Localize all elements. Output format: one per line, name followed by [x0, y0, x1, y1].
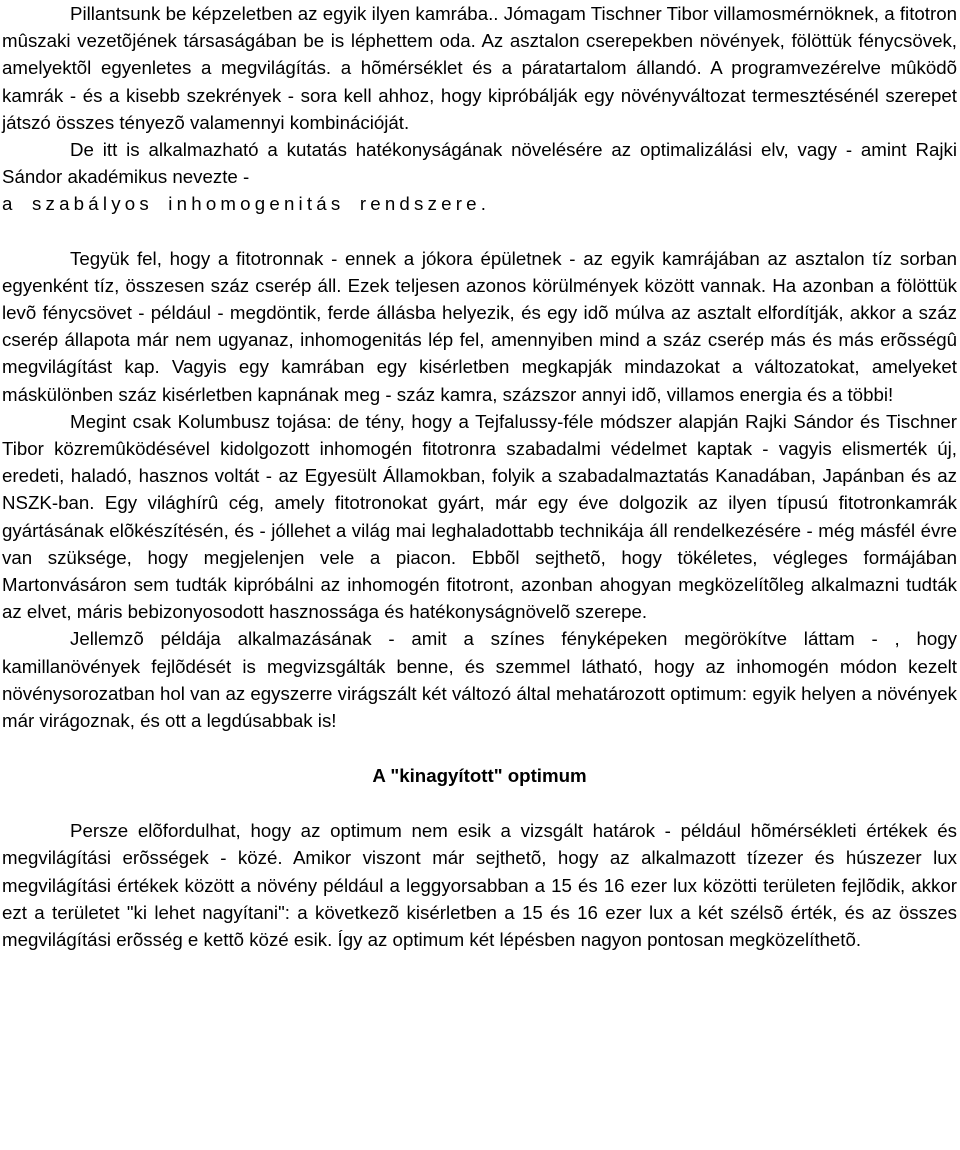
section-heading: A "kinagyított" optimum	[372, 765, 587, 787]
paragraph-2-text: De itt is alkalmazható a kutatás hatékonyságának növelésére az optimalizálási elv, vagy - amint Rajki Sándor akadémikus nevezte -	[2, 139, 957, 188]
paragraph-2	[2, 136, 957, 218]
paragraph-4: Megint csak Kolumbusz tojása: de tény, hogy a Tejfalussy-féle módszer alapján Rajki Sándor és Tischner Tibor közremûködésével kidolgozott inhomogén fitotronra szabadalmi védelmet kaptak - vagyis elismerték új, eredeti, haladó, hasznos voltát - az Egyesült Államokban, folyik a szabadalmaztatás Kanadában, Japánban és az NSZK-ban. Egy világhírû cég, amely fitotronokat gyárt, már egy éve dolgozik az ilyen típusú fitotronkamrák gyártásának elõkészítésén, és - jóllehet a világ mai leghaladottabb technikája áll rendelkezésére - még másfél évre van szüksége, hogy megjelenjen vele a piacon. Ebbõl sejthetõ, hogy tökéletes, végleges formájában Martonvásáron sem tudták kipróbálni az inhomogén fitotront, azonban ahogyan megközelítõleg alkalmazni tudták az elvet, máris bebizonyosodott hasznossága és hatékonyságnövelõ szerepe.	[2, 410, 957, 623]
spaced-phrase: a szabályos inhomogenitás rendszere.	[2, 193, 491, 215]
paragraph-1: Pillantsunk be képzeletben az egyik ilyen kamrába.. Jómagam Tischner Tibor villamosmérnöknek, a fitotron mûszaki vezetõjének társaságában be is léphettem oda. Az asztalon cserepekben növények, fölöttük fénycsövek, amelyektõl egyenletes a megvilágítás. a hõmérséklet és a páratartalom állandó. A programvezérelve mûködõ kamrák - és a kisebb szekrények - sora kell ahhoz, hogy kipróbálják egy növényváltozat termesztésénél szerepet játszó összes tényezõ valamennyi kombinációját.	[2, 3, 957, 133]
paragraph-6: Persze elõfordulhat, hogy az optimum nem esik a vizsgált határok - például hõmérsékleti értékek és megvilágítási erõsségek - közé. Amikor viszont már sejthetõ, hogy az alkalmazott tízezer és húszezer lux megvilágítási értékek között a növény például a leggyorsabban a 15 és 16 ezer lux közötti területen fejlõdik, akkor ezt a területet "ki lehet nagyítani": a következõ kisérletben a 15 és 16 ezer lux a két szélsõ érték, és az összes megvilágítási erõsség e kettõ közé esik. Így az optimum két lépésben nagyon pontosan megközelíthetõ.	[2, 820, 957, 951]
paragraph-5: Jellemzõ példája alkalmazásának - amit a színes fényképeken megörökítve láttam - , hogy kamillanövények fejlõdését is megvizsgálták benne, és szemmel látható, hogy az inhomogén módon kezelt növénysorozatban hol van az egyszerre virágszált két változó által mehatározott optimum: egyik helyen a növények már virágoznak, és ott a legdúsabbak is!	[2, 628, 957, 732]
paragraph-3: Tegyük fel, hogy a fitotronnak - ennek a jókora épületnek - az egyik kamrájában az asztalon tíz sorban egyenként tíz, összesen száz cserép áll. Ezek teljesen azonos körülmények között vannak. Ha azonban a fölöttük levõ fénycsövet - például - megdöntik, ferde állásba helyezik, és egy idõ múlva az asztalt elfordítják, akkor a száz cserép állapota már nem ugyanaz, inhomogenitás lép fel, amennyiben mind a száz cserép más és más erõsségû megvilágítást kap. Vagyis egy kamrában egy kisérletben megkapják mindazokat a változatokat, amelyeket máskülönben száz kisérletben kapnának meg - száz kamra, százszor annyi idõ, villamos energia és a többi!	[2, 247, 957, 405]
document-page	[2, 0, 957, 953]
